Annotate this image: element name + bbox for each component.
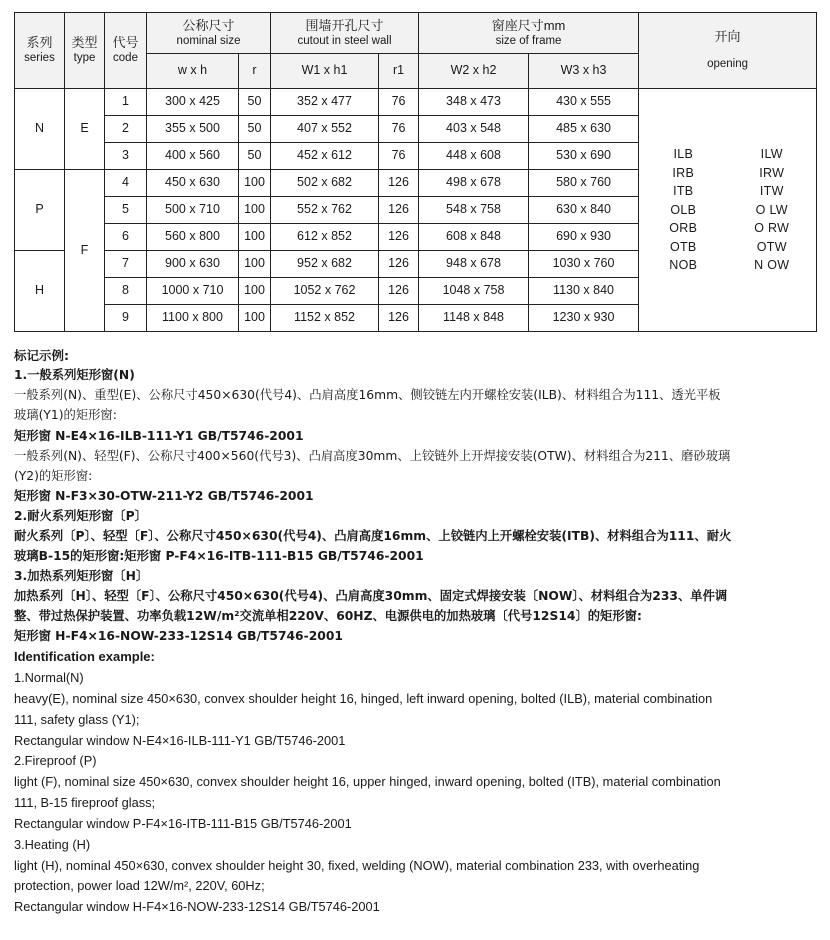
header-type: 类型 type: [65, 13, 105, 89]
header-sub-w2h2: W2 x h2: [419, 54, 529, 89]
ident-line: heavy(E), nominal size 450×630, convex shoulder height 16, hinged, left inward opening, bolted (ILB), material combination: [14, 691, 713, 706]
row-cutout-r1: 76: [379, 143, 419, 170]
row-nominal-wh: 900 x 630: [147, 251, 239, 278]
header-series: 系列 series: [15, 13, 65, 89]
opening-row: [639, 201, 816, 220]
row-nominal-wh: 450 x 630: [147, 170, 239, 197]
opening-row: [639, 164, 816, 183]
ident-line: 1.Normal(N): [14, 670, 84, 686]
row-nominal-r: 50: [239, 143, 271, 170]
row-frame-w3h3: 485 x 630: [529, 116, 639, 143]
ident-line: 111, B-15 fireproof glass;: [14, 795, 156, 811]
row-frame-w3h3: 1030 x 760: [529, 251, 639, 278]
row-nominal-wh: 355 x 500: [147, 116, 239, 143]
ident-line: 2.Fireproof (P): [14, 753, 97, 769]
row-cutout-r1: 76: [379, 116, 419, 143]
row-cutout-w1h1: 612 x 852: [271, 224, 379, 251]
opening-code: ITW: [759, 184, 784, 199]
row-cutout-r1: 126: [379, 170, 419, 197]
row-cutout-r1: 126: [379, 197, 419, 224]
row-nominal-r: 100: [239, 251, 271, 278]
note-line: 整、带过热保护装置、功率负载12W/m²交流单相220V、60HZ、电源供电的加热玻璃〔代号12S14〕的矩形窗:: [14, 608, 642, 623]
opening-code: ORB: [669, 221, 698, 236]
series-group-n: N: [15, 89, 65, 170]
row-cutout-w1h1: 1152 x 852: [271, 305, 379, 332]
row-frame-w3h3: 430 x 555: [529, 89, 639, 116]
opening-row: [639, 219, 816, 238]
ident-line: 111, safety glass (Y1);: [14, 711, 140, 727]
row-frame-w2h2: 948 x 678: [419, 251, 529, 278]
row-nominal-r: 100: [239, 278, 271, 305]
header-sub-w1h1: W1 x h1: [271, 54, 379, 89]
opening-code: OTW: [756, 239, 787, 254]
opening-row: [639, 182, 816, 201]
row-nominal-wh: 560 x 800: [147, 224, 239, 251]
note-line: 玻璃(Y1)的矩形窗:: [14, 408, 117, 423]
row-nominal-r: 50: [239, 116, 271, 143]
row-code: 4: [105, 170, 147, 197]
row-nominal-r: 100: [239, 170, 271, 197]
row-code: 2: [105, 116, 147, 143]
header-nominal-size: 公称尺寸 nominal size: [147, 13, 271, 54]
row-nominal-r: 100: [239, 197, 271, 224]
row-frame-w3h3: 690 x 930: [529, 224, 639, 251]
row-cutout-r1: 126: [379, 278, 419, 305]
row-nominal-wh: 400 x 560: [147, 143, 239, 170]
header-cutout: 围墙开孔尺寸 cutout in steel wall: [271, 13, 419, 54]
row-nominal-wh: 1000 x 710: [147, 278, 239, 305]
row-frame-w3h3: 1230 x 930: [529, 305, 639, 332]
marking-example-title: 标记示例:: [14, 348, 69, 363]
row-code: 1: [105, 89, 147, 116]
note-line: 矩形窗 N-E4×16-ILB-111-Y1 GB/T5746-2001: [14, 428, 304, 443]
row-frame-w2h2: 608 x 848: [419, 224, 529, 251]
row-nominal-r: 100: [239, 305, 271, 332]
row-nominal-r: 50: [239, 89, 271, 116]
row-cutout-w1h1: 552 x 762: [271, 197, 379, 224]
note-line: 一般系列(N)、重型(E)、公称尺寸450×630(代号4)、凸肩高度16mm、侧铰链左内开螺栓安装(ILB)、材料组合为111、透光平板: [14, 388, 721, 403]
note-line: 1.一般系列矩形窗(N): [14, 368, 135, 383]
type-group-f: F: [65, 170, 105, 332]
row-frame-w3h3: 530 x 690: [529, 143, 639, 170]
row-cutout-r1: 126: [379, 305, 419, 332]
note-line: 加热系列〔H〕、轻型〔F〕、公称尺寸450×630(代号4)、凸肩高度30mm、固定式焊接安装〔NOW〕、材料组合为233、单件调: [14, 588, 728, 603]
row-nominal-wh: 300 x 425: [147, 89, 239, 116]
row-nominal-wh: 500 x 710: [147, 197, 239, 224]
notes-section: [14, 346, 816, 917]
row-cutout-w1h1: 1052 x 762: [271, 278, 379, 305]
row-cutout-w1h1: 502 x 682: [271, 170, 379, 197]
opening-code: N OW: [754, 258, 790, 273]
note-line: 一般系列(N)、轻型(F)、公称尺寸400×560(代号3)、凸肩高度30mm、上铰链外上开焊接安装(OTW)、材料组合为211、磨砂玻璃: [14, 448, 731, 463]
row-code: 9: [105, 305, 147, 332]
row-frame-w2h2: 548 x 758: [419, 197, 529, 224]
type-group-e: E: [65, 89, 105, 170]
row-frame-w2h2: 1148 x 848: [419, 305, 529, 332]
row-code: 6: [105, 224, 147, 251]
row-code: 5: [105, 197, 147, 224]
header-sub-w3h3: W3 x h3: [529, 54, 639, 89]
ident-line: Rectangular window H-F4×16-NOW-233-12S14 GB/T5746-2001: [14, 899, 380, 915]
note-line: 2.耐火系列矩形窗〔P〕: [14, 508, 147, 523]
ident-line: protection, power load 12W/m², 220V, 60Hz;: [14, 878, 265, 894]
row-nominal-r: 100: [239, 224, 271, 251]
row-frame-w2h2: 348 x 473: [419, 89, 529, 116]
opening-code: IRW: [759, 165, 785, 180]
opening-row: [639, 238, 816, 257]
note-line: 玻璃B-15的矩形窗:矩形窗 P-F4×16-ITB-111-B15 GB/T5746-2001: [14, 548, 424, 563]
opening-code: ILW: [760, 147, 783, 162]
note-line: 矩形窗 H-F4×16-NOW-233-12S14 GB/T5746-2001: [14, 628, 343, 643]
opening-code: IRB: [672, 165, 695, 180]
header-frame: 窗座尺寸mm size of frame: [419, 13, 639, 54]
row-code: 8: [105, 278, 147, 305]
row-cutout-w1h1: 407 x 552: [271, 116, 379, 143]
note-line: 耐火系列〔P〕、轻型〔F〕、公称尺寸450×630(代号4)、凸肩高度16mm、上铰链内上开螺栓安装(ITB)、材料组合为111、耐火: [14, 528, 732, 543]
row-frame-w2h2: 1048 x 758: [419, 278, 529, 305]
opening-row: [639, 256, 816, 275]
row-frame-w2h2: 403 x 548: [419, 116, 529, 143]
row-nominal-wh: 1100 x 800: [147, 305, 239, 332]
row-cutout-r1: 126: [379, 224, 419, 251]
ident-line: Rectangular window N-E4×16-ILB-111-Y1 GB/T5746-2001: [14, 732, 346, 748]
table-body: [15, 89, 817, 332]
ident-line: Rectangular window P-F4×16-ITB-111-B15 GB/T5746-2001: [14, 815, 352, 831]
row-code: 3: [105, 143, 147, 170]
identification-example-title: Identification example:: [14, 649, 155, 665]
row-frame-w2h2: 498 x 678: [419, 170, 529, 197]
opening-code: O RW: [754, 221, 790, 236]
row-frame-w3h3: 1130 x 840: [529, 278, 639, 305]
row-cutout-w1h1: 352 x 477: [271, 89, 379, 116]
series-group-p: P: [15, 170, 65, 251]
ident-line: light (H), nominal 450×630, convex shoulder height 30, fixed, welding (NOW), material combination 233, with overheating: [14, 857, 700, 873]
series-group-h: H: [15, 251, 65, 332]
opening-code: OLB: [670, 202, 697, 217]
row-code: 7: [105, 251, 147, 278]
note-line: (Y2)的矩形窗:: [14, 468, 93, 483]
opening-code: OTB: [669, 239, 697, 254]
header-code: 代号 code: [105, 13, 147, 89]
specification-table: [14, 12, 817, 332]
ident-line: light (F), nominal size 450×630, convex shoulder height 16, upper hinged, inward opening, bolted (ITB), material combination: [14, 774, 721, 790]
ident-line: 3.Heating (H): [14, 836, 91, 852]
header-opening: 开向 opening: [639, 13, 817, 89]
note-line: 3.加热系列矩形窗〔H〕: [14, 568, 149, 583]
opening-code: O LW: [755, 202, 788, 217]
row-cutout-r1: 76: [379, 89, 419, 116]
opening-code: ITB: [673, 184, 694, 199]
table-header: [15, 13, 817, 89]
opening-code: NOB: [669, 258, 698, 273]
row-frame-w3h3: 630 x 840: [529, 197, 639, 224]
table-row: [15, 89, 817, 116]
row-cutout-r1: 126: [379, 251, 419, 278]
row-frame-w2h2: 448 x 608: [419, 143, 529, 170]
header-sub-r1: r1: [379, 54, 419, 89]
opening-row: [639, 145, 816, 164]
note-line: 矩形窗 N-F3×30-OTW-211-Y2 GB/T5746-2001: [14, 488, 314, 503]
opening-codes-cell: [639, 89, 817, 332]
opening-code: ILB: [673, 147, 694, 162]
row-frame-w3h3: 580 x 760: [529, 170, 639, 197]
header-sub-r: r: [239, 54, 271, 89]
row-cutout-w1h1: 952 x 682: [271, 251, 379, 278]
row-cutout-w1h1: 452 x 612: [271, 143, 379, 170]
header-sub-wh: w x h: [147, 54, 239, 89]
